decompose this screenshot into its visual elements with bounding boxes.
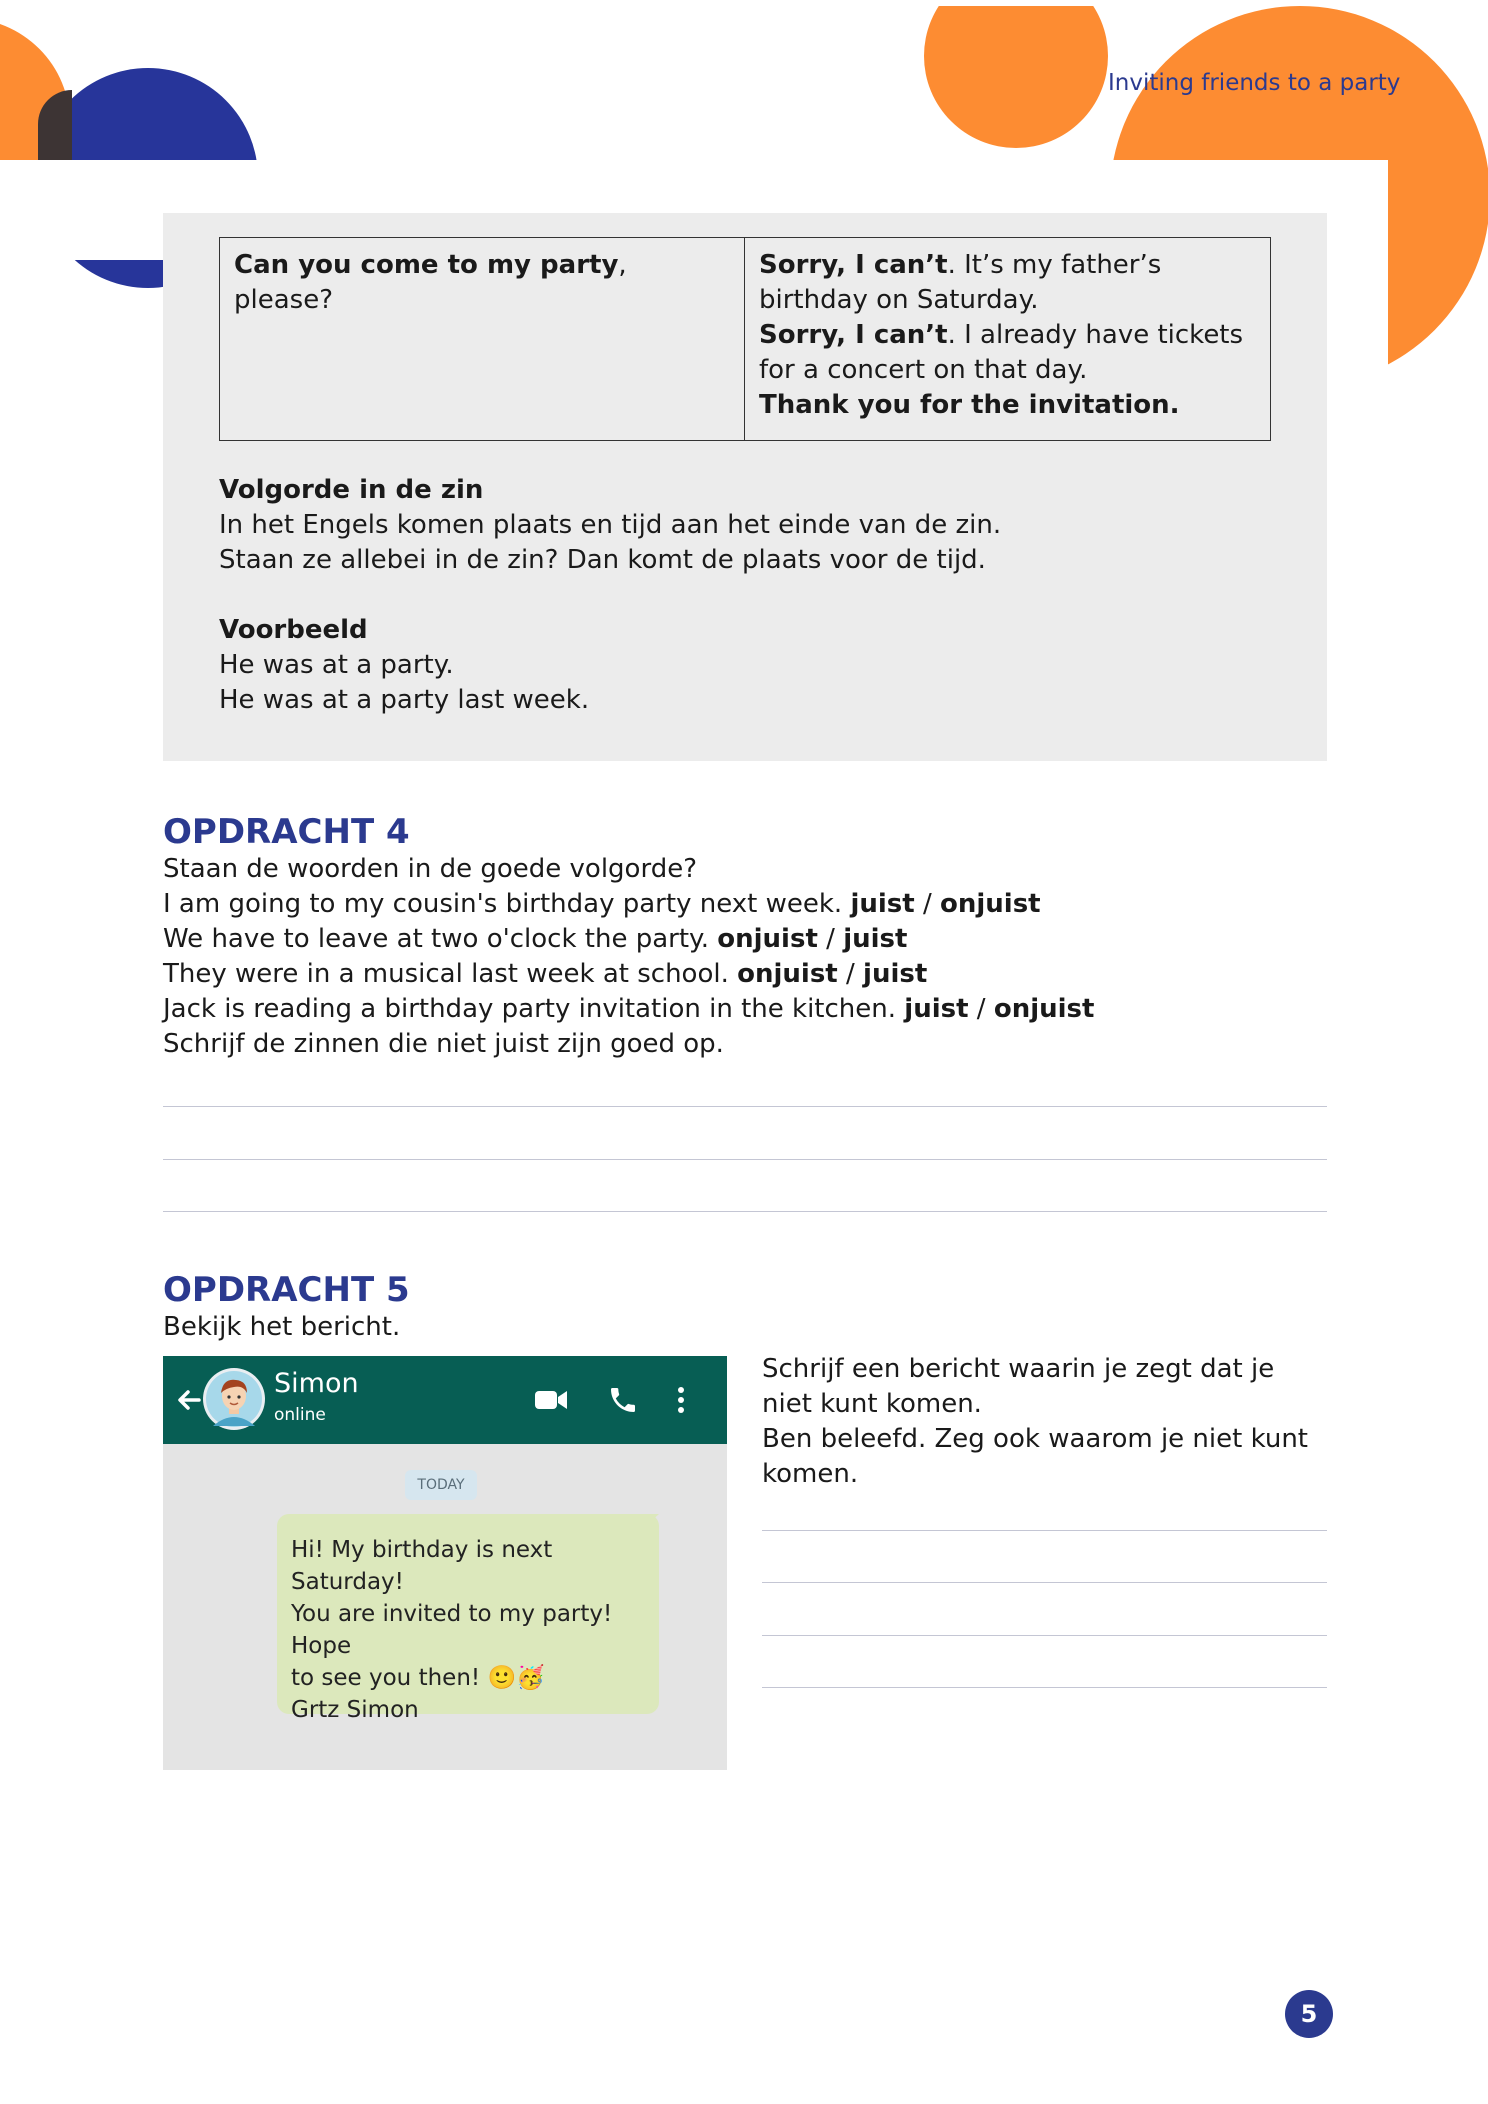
option-juist[interactable]: juist: [850, 889, 915, 919]
video-call-icon[interactable]: [533, 1386, 569, 1414]
task5-section: [163, 1270, 410, 1345]
phrase-table: [219, 237, 1271, 441]
phrase-answer-2: [759, 318, 1256, 388]
message-line: to see you then! 🙂🥳: [291, 1665, 545, 1691]
task5-instruction-2: Ben beleefd. Zeg ook waarom je niet kunt komen.: [762, 1424, 1308, 1489]
deco-white-top-strip: [900, 0, 1488, 6]
more-options-icon[interactable]: [675, 1384, 687, 1416]
date-badge: TODAY: [405, 1470, 477, 1500]
message-line: Hi! My birthday is next Saturday!: [291, 1537, 553, 1595]
writing-line[interactable]: [762, 1530, 1327, 1531]
option-onjuist[interactable]: onjuist: [717, 924, 818, 954]
writing-line[interactable]: [163, 1211, 1327, 1212]
writing-line[interactable]: [163, 1106, 1327, 1107]
phone-icon[interactable]: [607, 1384, 639, 1416]
example-heading: Voorbeeld: [219, 615, 368, 645]
writing-line[interactable]: [762, 1582, 1327, 1583]
option-onjuist[interactable]: onjuist: [993, 994, 1095, 1024]
task4-section: [163, 812, 1094, 1062]
task4-title: OPDRACHT 4: [163, 812, 410, 852]
chat-header: [163, 1356, 727, 1444]
option-juist[interactable]: juist: [904, 994, 969, 1024]
page-number: 5: [1285, 1990, 1333, 2038]
phrase-question-bold: Can you come to my party: [234, 250, 619, 280]
phrase-answer-1: [759, 248, 1256, 318]
task5-instructions: [762, 1352, 1322, 1492]
option-juist[interactable]: juist: [843, 924, 908, 954]
task4-item: I am going to my cousin's birthday party next week. juist / onjuist: [163, 889, 1041, 919]
phrase-answer-2-rest: . I already have tickets for a concert on that day.: [759, 320, 1244, 385]
deco-orange-circle-top: [924, 0, 1108, 148]
chat-contact-status: online: [274, 1405, 326, 1425]
phrase-answers-cell: [745, 238, 1270, 440]
task4-item: Jack is reading a birthday party invitation in the kitchen. juist / onjuist: [163, 994, 1095, 1024]
phrase-answer-2-bold: Sorry, I can’t: [759, 320, 948, 350]
writing-line[interactable]: [762, 1635, 1327, 1636]
grammar-heading: Volgorde in de zin: [219, 475, 484, 505]
example-section: [219, 613, 589, 718]
task5-instruction-1: Schrijf een bericht waarin je zegt dat je niet kunt komen.: [762, 1354, 1275, 1419]
grammar-line-1: In het Engels komen plaats en tijd aan het einde van de zin.: [219, 510, 1002, 540]
option-onjuist[interactable]: onjuist: [939, 889, 1041, 919]
grammar-line-2: Staan ze allebei in de zin? Dan komt de plaats voor de tijd.: [219, 545, 986, 575]
avatar[interactable]: [203, 1368, 265, 1430]
task4-question: Staan de woorden in de goede volgorde?: [163, 854, 697, 884]
chat-screenshot: [163, 1356, 727, 1770]
phrase-answer-3: Thank you for the invitation.: [759, 390, 1180, 420]
message-bubble: [277, 1514, 659, 1723]
option-juist[interactable]: juist: [863, 959, 928, 989]
task4-item: They were in a musical last week at school. onjuist / juist: [163, 959, 928, 989]
task4-instruction: Schrijf de zinnen die niet juist zijn goed op.: [163, 1029, 724, 1059]
task5-title: OPDRACHT 5: [163, 1270, 410, 1310]
writing-line[interactable]: [762, 1687, 1327, 1688]
back-arrow-icon[interactable]: [173, 1384, 205, 1416]
message-line: Grtz Simon: [291, 1697, 419, 1723]
message-line: You are invited to my party! Hope: [291, 1601, 613, 1659]
chat-contact-name: Simon: [274, 1368, 359, 1399]
example-line-2: He was at a party last week.: [219, 685, 590, 715]
phrase-question-cell: [220, 238, 745, 440]
phrase-question-rest: , please?: [234, 250, 627, 315]
phrase-answer-1-rest: . It’s my father’s birthday on Saturday.: [759, 250, 1162, 315]
example-line-1: He was at a party.: [219, 650, 454, 680]
header-title: Inviting friends to a party: [1108, 70, 1401, 96]
option-onjuist[interactable]: onjuist: [737, 959, 838, 989]
grammar-section: [219, 473, 1001, 578]
emoji: 🙂🥳: [487, 1665, 545, 1691]
task5-intro: Bekijk het bericht.: [163, 1312, 401, 1342]
task4-item: We have to leave at two o'clock the party. onjuist / juist: [163, 924, 908, 954]
writing-line[interactable]: [163, 1159, 1327, 1160]
phrase-answer-1-bold: Sorry, I can’t: [759, 250, 948, 280]
